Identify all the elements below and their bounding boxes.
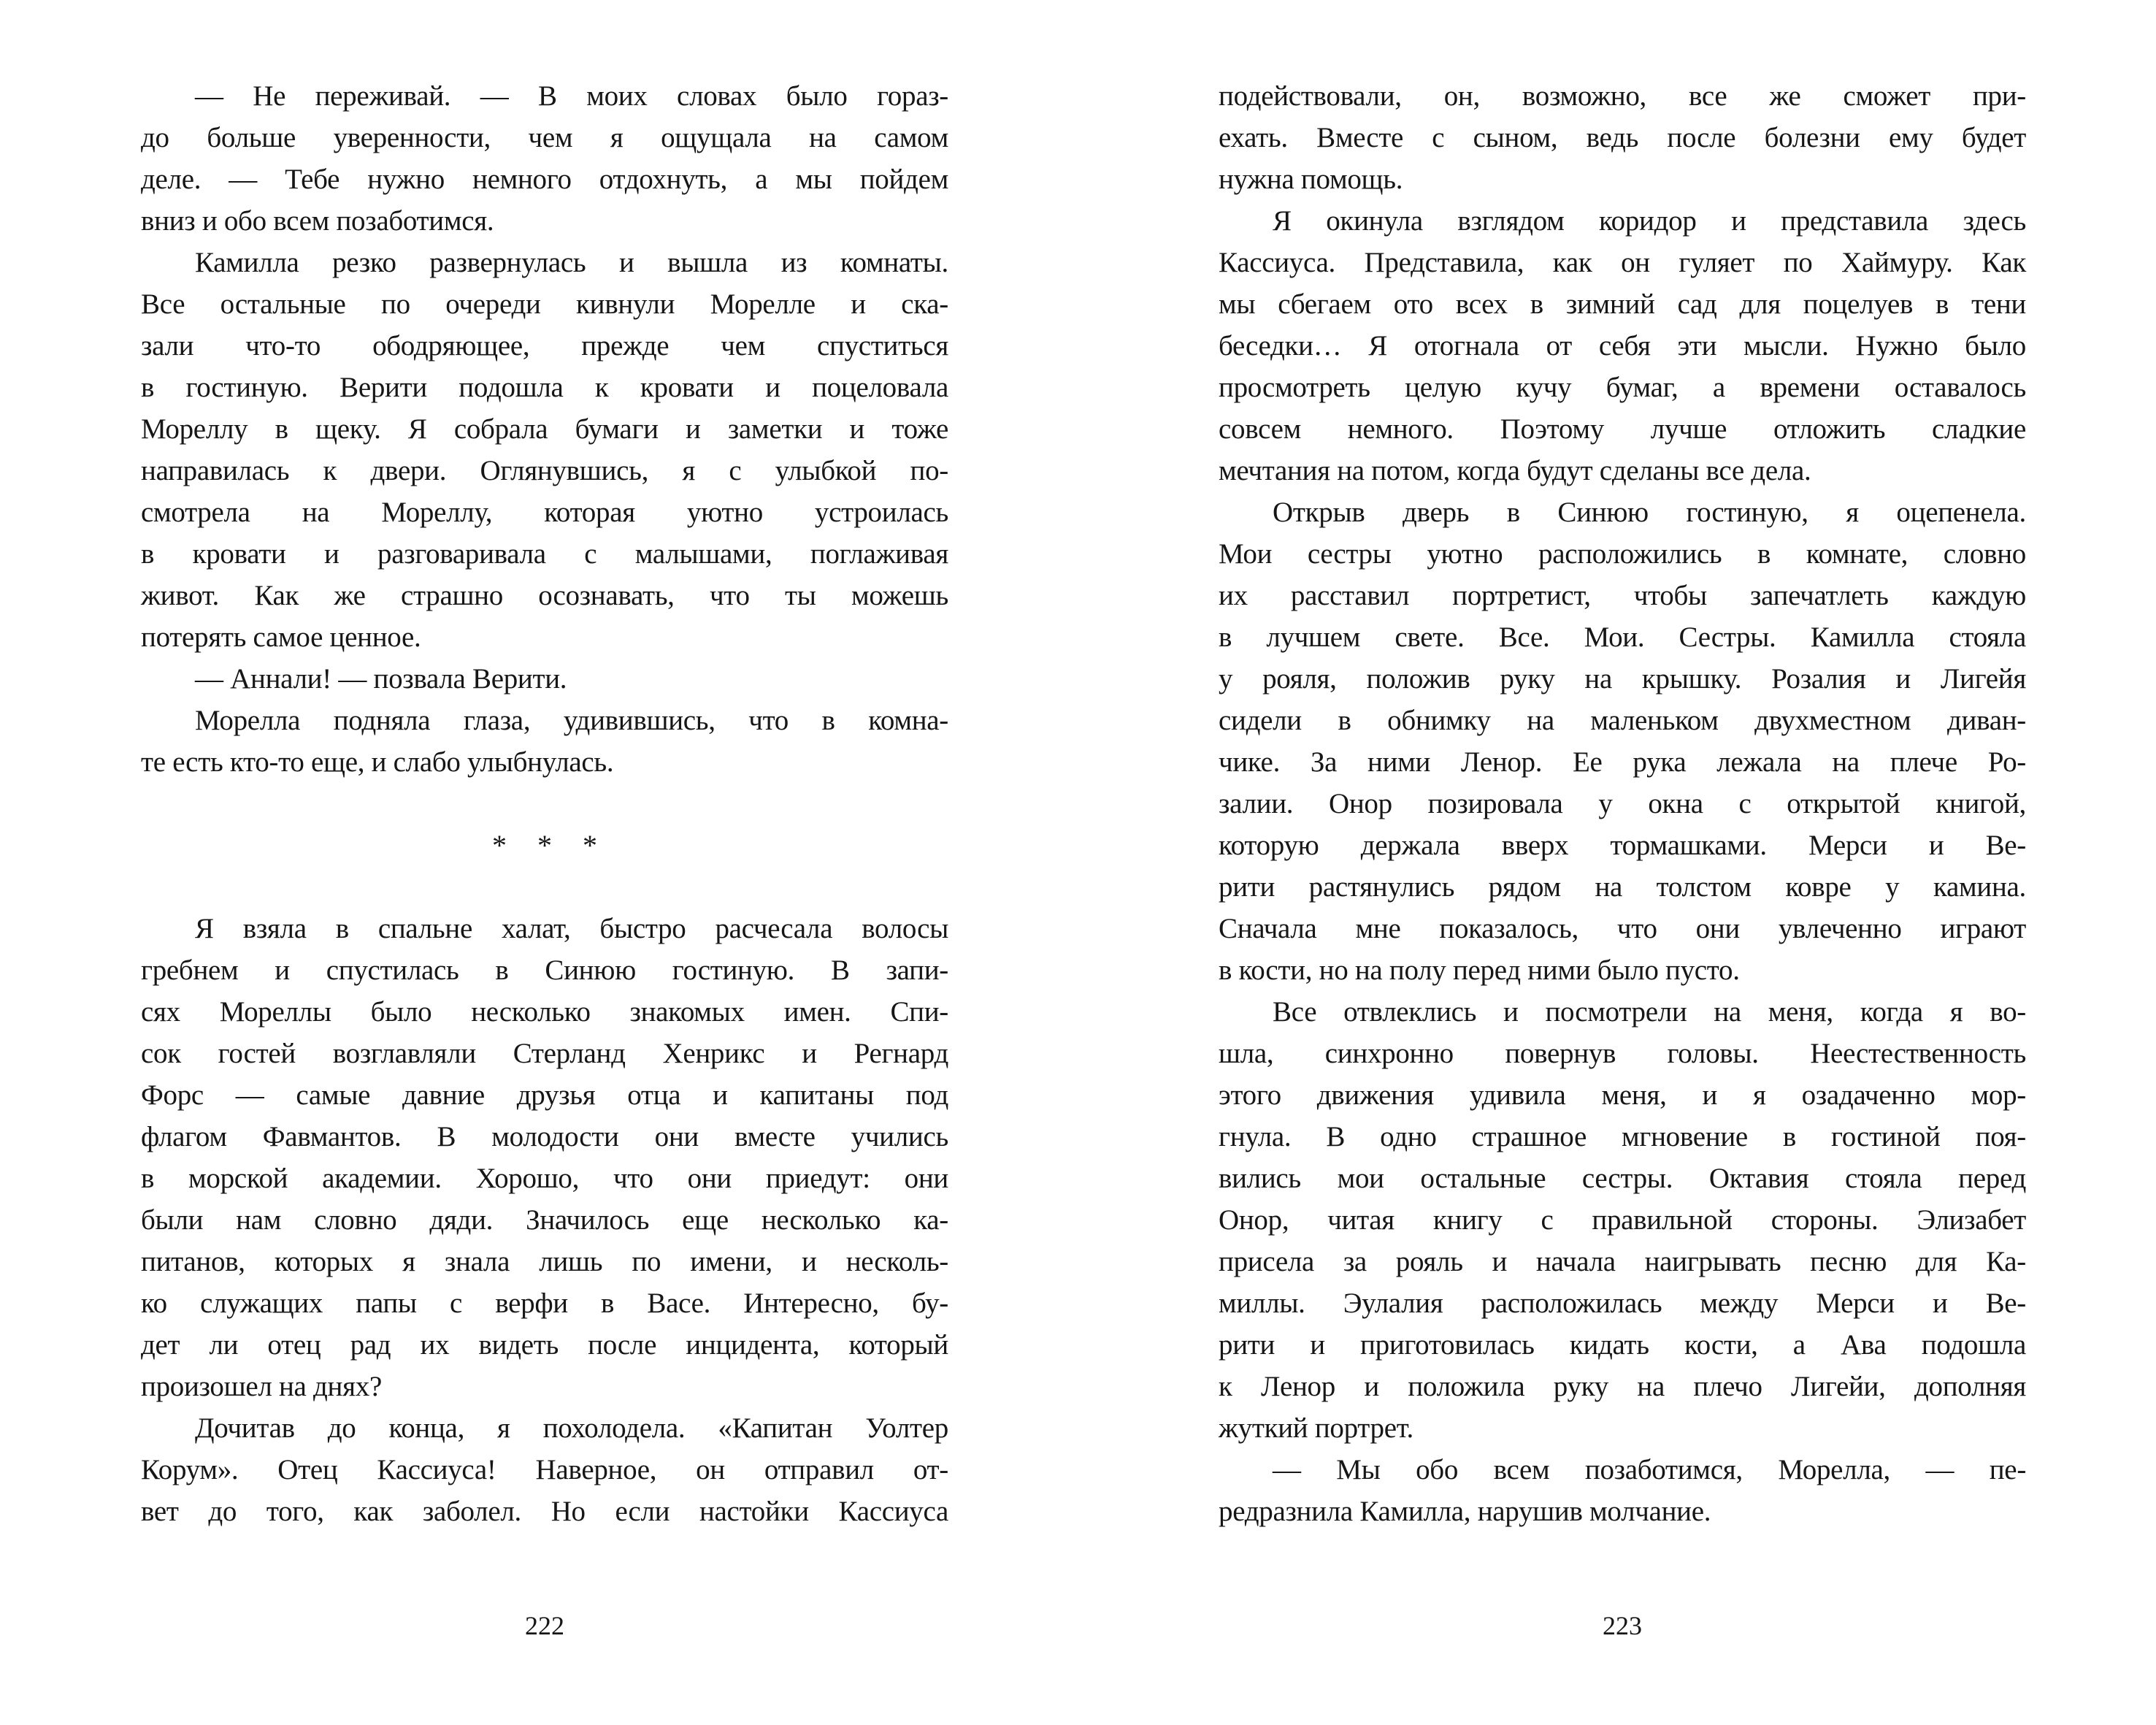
page-left-number: 222 [525,1611,564,1640]
text-line: рити растянулись рядом на толстом ковре у камина. [1219,871,2026,903]
page-left-text [141,75,948,1532]
text-line: — Мы обо всем позаботимся, Морелла, — пе- [1273,1454,2026,1485]
text-line: миллы. Эулалия расположилась между Мерси и Ве- [1219,1288,2026,1319]
text-line: сок гостей возглавляли Стерланд Хенрикс и Регнард [141,1038,948,1069]
text-line: рити и приготовилась кидать кости, а Ава подошла [1219,1329,2026,1361]
text-line: редразнила Камилла, нарушив молчание. [1219,1496,1711,1527]
text-line: Открыв дверь в Синюю гостиную, я оцепенела. [1273,497,2026,528]
text-line: гнула. В одно страшное мгновение в гостиной поя- [1219,1121,2026,1152]
page-right [1219,0,2026,1725]
text-line: Камилла резко развернулась и вышла из комнаты. [195,247,948,278]
text-line: в лучшем свете. Все. Мои. Сестры. Камилла стояла [1219,621,2026,653]
text-line: Форс — самые давние друзья отца и капитаны под [141,1079,948,1111]
text-line: Я окинула взглядом коридор и представила здесь [1273,205,2026,237]
text-line: присела за рояль и начала наигрывать песню для Ка- [1219,1246,2026,1277]
text-line: Кассиуса. Представила, как он гуляет по Хаймуру. Как [1219,247,2026,278]
text-line: их расставил портретист, чтобы запечатлеть каждую [1219,580,2026,611]
text-line: направилась к двери. Оглянувшись, я с улыбкой по- [141,455,948,486]
text-line: вет до того, как заболел. Но если настойки Кассиуса [141,1496,948,1527]
text-line: Сначала мне показалось, что они увлеченно играют [1219,913,2026,944]
text-line: Я взяла в спальне халат, быстро расчесала волосы [195,913,948,944]
text-line: деле. — Тебе нужно немного отдохнуть, а мы пойдем [141,164,948,195]
text-line: мечтания на потом, когда будут сделаны все дела. [1219,455,1811,486]
text-line: сидели в обнимку на маленьком двухместном диван- [1219,705,2026,736]
text-line: шла, синхронно повернув головы. Неестественность [1219,1038,2026,1069]
text-line: этого движения удивила меня, и я озадаченно мор- [1219,1079,2026,1111]
text-line: Мореллу в щеку. Я собрала бумаги и заметки и тоже [141,413,948,445]
text-line: были нам словно дяди. Значилось еще несколько ка- [141,1204,948,1236]
text-line: потерять самое ценное. [141,621,421,653]
text-line: вились мои остальные сестры. Октавия стояла перед [1219,1163,2026,1194]
text-line: до больше уверенности, чем я ощущала на самом [141,122,948,153]
text-line: Дочитав до конца, я похолодела. «Капитан Уолтер [195,1412,948,1444]
text-line: произошел на днях? [141,1371,382,1402]
text-line: дет ли отец рад их видеть после инцидента, который [141,1329,948,1361]
text-line: ехать. Вместе с сыном, ведь после болезни ему будет [1219,122,2026,153]
text-line: гребнем и спустилась в Синюю гостиную. В запи- [141,955,948,986]
text-line: Все отвлеклись и посмотрели на меня, когда я во- [1273,996,2026,1028]
text-line: ко служащих папы с верфи в Васе. Интересно, бу- [141,1288,948,1319]
text-line: те есть кто-то еще, и слабо улыбнулась. [141,746,614,778]
text-line: мы сбегаем ото всех в зимний сад для поцелуев в тени [1219,288,2026,320]
text-line: залии. Онор позировала у окна с открытой книгой, [1219,788,2026,819]
text-line: к Ленор и положила руку на плечо Лигейи, дополняя [1219,1371,2026,1402]
text-line: совсем немного. Поэтому лучше отложить сладкие [1219,413,2026,445]
text-line: беседки… Я отогнала от себя эти мысли. Нужно было [1219,330,2026,362]
text-line: — Аннали! — позвала Верити. [195,663,567,695]
text-line: в кости, но на полу перед ними было пусто. [1219,955,1740,986]
text-line: — Не переживай. — В моих словах было гораз- [195,80,948,112]
text-line: просмотреть целую кучу бумаг, а времени оставалось [1219,372,2026,403]
text-line: Морелла подняла глаза, удивившись, что в комна- [195,705,948,736]
text-line: питанов, которых я знала лишь по имени, и несколь- [141,1246,948,1277]
text-line: в морской академии. Хорошо, что они приедут: они [141,1163,948,1194]
text-line: Онор, читая книгу с правильной стороны. Элизабет [1219,1204,2026,1236]
text-line: Все остальные по очереди кивнули Морелле и ска- [141,288,948,320]
text-line: жуткий портрет. [1219,1412,1413,1444]
text-line: Корум». Отец Кассиуса! Наверное, он отправил от- [141,1454,948,1485]
text-line: флагом Фавмантов. В молодости они вместе учились [141,1121,948,1152]
section-separator: * * * [492,829,609,862]
text-line: вниз и обо всем позаботимся. [141,205,494,237]
text-line: в кровати и разговаривала с малышами, поглаживая [141,538,948,570]
page-left [141,0,948,1725]
text-line: чике. За ними Ленор. Ее рука лежала на плече Ро- [1219,746,2026,778]
text-line: Мои сестры уютно расположились в комнате, словно [1219,538,2026,570]
text-line: которую держала вверх тормашками. Мерси и Ве- [1219,830,2026,861]
text-line: живот. Как же страшно осознавать, что ты можешь [141,580,948,611]
text-line: у рояля, положив руку на крышку. Розалия и Лигейя [1219,663,2026,695]
text-line: зали что-то ободряющее, прежде чем спуститься [141,330,948,362]
page-right-text [1219,75,2026,1532]
text-line: в гостиную. Верити подошла к кровати и поцеловала [141,372,948,403]
text-line: смотрела на Мореллу, которая уютно устроилась [141,497,948,528]
page-right-number: 223 [1603,1611,1642,1640]
text-line: сях Мореллы было несколько знакомых имен. Спи- [141,996,948,1028]
text-line: нужна помощь. [1219,164,1403,195]
text-line: подействовали, он, возможно, все же сможет при- [1219,80,2026,112]
